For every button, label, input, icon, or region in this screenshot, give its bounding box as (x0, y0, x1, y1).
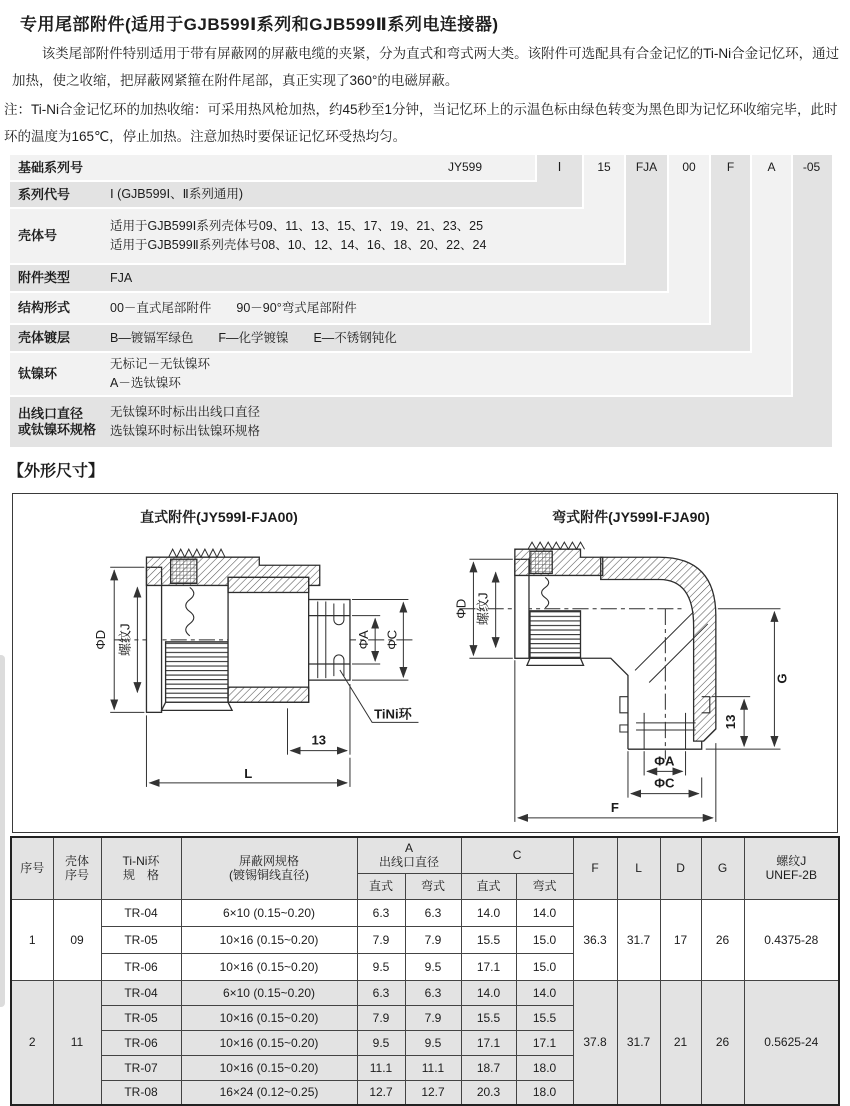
cell-c-straight: 18.7 (461, 1055, 516, 1080)
cell-c-bent: 15.5 (516, 1005, 573, 1030)
dim-label-phi-c: ΦC (654, 775, 675, 791)
cell-seq: 2 (11, 980, 53, 1105)
cell-c-straight: 15.5 (461, 926, 516, 953)
cell-a-bent: 6.3 (405, 980, 461, 1005)
cell-c-bent: 18.0 (516, 1055, 573, 1080)
straight-drawing-title: 直式附件(JY599Ⅰ-FJA00) (140, 509, 298, 525)
dim-label-phi-a: ΦA (356, 630, 372, 650)
cell-l: 31.7 (617, 899, 660, 980)
line: 出线口直径 (379, 855, 440, 870)
row-content: 00－直式尾部附件 90－90°弯式尾部附件 (110, 300, 357, 315)
line: 或钛镍环规格 (18, 422, 97, 437)
cell-thread: 0.5625-24 (744, 980, 839, 1105)
cell-a-bent: 7.9 (405, 926, 461, 953)
cell-d: 21 (660, 980, 701, 1105)
cell-shield: 10×16 (0.15~0.20) (181, 1055, 357, 1080)
cell-tini: TR-05 (101, 926, 181, 953)
cell-c-bent: 17.1 (516, 1030, 573, 1055)
cell-c-bent: 14.0 (516, 980, 573, 1005)
col-header-d: D (660, 837, 701, 899)
code-row-plating (10, 325, 650, 351)
cell-c-straight: 14.0 (461, 980, 516, 1005)
row-content (110, 217, 486, 255)
bent-drawing-panel (425, 494, 837, 832)
cell-c-straight: 17.1 (461, 953, 516, 980)
cell-shell: 09 (53, 899, 101, 980)
part-number-table (10, 155, 830, 449)
dim-label-l: L (244, 765, 253, 781)
bent-labels (453, 592, 789, 814)
line: (镀锡铜线直径) (229, 868, 309, 883)
cell-a-bent: 9.5 (405, 953, 461, 980)
table-row (11, 980, 839, 1005)
cell-a-bent: 9.5 (405, 1030, 461, 1055)
cell-tini: TR-04 (101, 980, 181, 1005)
code-segment-2: 15 (597, 160, 611, 174)
base-code: JY599 (447, 160, 483, 174)
cell-c-bent: 18.0 (516, 1080, 573, 1105)
dim-label-phi-c: ΦC (384, 629, 400, 650)
cell-g: 26 (701, 899, 744, 980)
code-segment-7: -05 (802, 160, 821, 174)
cell-a-straight: 7.9 (357, 926, 405, 953)
cell-c-straight: 14.0 (461, 899, 516, 926)
cell-a-straight: 9.5 (357, 953, 405, 980)
cell-a-straight: 12.7 (357, 1080, 405, 1105)
bent-drawing (429, 529, 833, 832)
row-content: FJA (110, 270, 133, 285)
dimension-table (10, 836, 840, 1106)
cell-l: 31.7 (617, 980, 660, 1105)
cell-c-straight: 17.1 (461, 1030, 516, 1055)
row-label: 附件类型 (18, 270, 71, 285)
cell-g: 26 (701, 980, 744, 1105)
cell-a-straight: 6.3 (357, 899, 405, 926)
col-header-shield (181, 837, 357, 899)
line: A－选钛镍环 (110, 376, 181, 390)
cell-f: 37.8 (573, 980, 617, 1105)
col-header-seq: 序号 (11, 837, 53, 899)
line: 选钛镍环时标出钛镍环规格 (110, 424, 261, 438)
line: 壳体 (64, 854, 89, 869)
row-label: 系列代号 (18, 186, 71, 202)
cell-shield: 6×10 (0.15~0.20) (181, 980, 357, 1005)
dim-label-phi-d: ΦD (453, 598, 469, 619)
cell-shield: 10×16 (0.15~0.20) (181, 1030, 357, 1055)
col-header-c-straight: 直式 (461, 873, 516, 899)
header-row-1 (11, 837, 839, 873)
line: 出线口直径 (18, 406, 84, 421)
line: 屏蔽网规格 (238, 854, 299, 869)
line: A (405, 841, 414, 856)
row-label: 壳体镀层 (18, 330, 71, 345)
line: 适用于GJB599Ⅰ系列壳体号09、11、13、15、17、19、21、23、25 (110, 219, 484, 233)
row-label (10, 406, 110, 438)
dim-label-13: 13 (311, 732, 327, 748)
cell-shield: 10×16 (0.15~0.20) (181, 926, 357, 953)
cell-f: 36.3 (573, 899, 617, 980)
cell-a-bent: 12.7 (405, 1080, 461, 1105)
row-content (110, 403, 260, 441)
col-header-a (357, 837, 461, 873)
straight-drawing-panel (13, 494, 425, 832)
col-header-g: G (701, 837, 744, 899)
dim-label-thread-j: 螺纹J (475, 592, 491, 626)
note-paragraph: 注：Ti-Ni合金记忆环的加热收缩：可采用热风枪加热，约45秒至1分钟，当记忆环上的示温色标由绿色转变为黑色即为记忆环收缩完毕，此时环的温度为165℃，停止加热。注意加热时要保证记忆环受热均匀。 (4, 102, 838, 144)
line: 适用于GJB599Ⅱ系列壳体号08、10、12、14、16、18、20、22、24 (110, 238, 487, 252)
cell-c-bent: 14.0 (516, 899, 573, 926)
row-label: 基础系列号 (18, 159, 84, 175)
line: Ti-Ni环 (122, 854, 160, 869)
cell-shield: 16×24 (0.12~0.25) (181, 1080, 357, 1105)
dim-label-thread-j: 螺纹J (117, 623, 133, 657)
page-edge-tab (0, 655, 5, 1007)
page-title: 专用尾部附件(适用于GJB599Ⅰ系列和GJB599Ⅱ系列电连接器) (20, 15, 499, 34)
code-row-type (10, 265, 650, 291)
code-segment-6: A (767, 160, 776, 174)
col-header-tini (101, 837, 181, 899)
code-segment-3: FJA (635, 160, 658, 174)
col-header-thread (744, 837, 839, 899)
row-label: 壳体号 (18, 228, 58, 243)
cell-a-bent: 6.3 (405, 899, 461, 926)
cell-tini: TR-08 (101, 1080, 181, 1105)
dim-label-phi-d: ΦD (93, 629, 109, 650)
code-row-structure (10, 293, 650, 323)
col-header-c-bent: 弯式 (516, 873, 573, 899)
cell-shield: 10×16 (0.15~0.20) (181, 1005, 357, 1030)
label-tini-ring: TiNi环 (374, 706, 412, 722)
cell-c-bent: 15.0 (516, 926, 573, 953)
outline-drawings-box (12, 493, 838, 833)
table-row (11, 899, 839, 926)
col-header-shell (53, 837, 101, 899)
cell-a-straight: 6.3 (357, 980, 405, 1005)
cell-a-bent: 7.9 (405, 1005, 461, 1030)
cell-a-bent: 11.1 (405, 1055, 461, 1080)
straight-drawing (17, 529, 421, 799)
cell-tini: TR-06 (101, 953, 181, 980)
col-header-a-straight: 直式 (357, 873, 405, 899)
row-content: B—镀镉军绿色 F—化学镀镍 E—不锈钢钝化 (110, 330, 397, 345)
cell-a-straight: 11.1 (357, 1055, 405, 1080)
dim-label-13: 13 (723, 714, 739, 730)
cell-thread: 0.4375-28 (744, 899, 839, 980)
intro-paragraph: 该类尾部附件特别适用于带有屏蔽网的屏蔽电缆的夹紧，分为直式和弯式两大类。该附件可选配具有合金记忆的Ti-Ni合金记忆环，通过加热，使之收缩，把屏蔽网紧箍在附件尾部，真正实现了360°的电磁屏蔽。 (12, 46, 840, 88)
cell-shell: 11 (53, 980, 101, 1105)
line: 规 格 (122, 868, 159, 883)
cell-tini: TR-07 (101, 1055, 181, 1080)
col-header-c: C (461, 837, 573, 873)
dim-label-phi-a: ΦA (654, 753, 675, 769)
cell-shield: 10×16 (0.15~0.20) (181, 953, 357, 980)
code-row-outlet (10, 397, 650, 447)
cell-c-straight: 20.3 (461, 1080, 516, 1105)
cell-seq: 1 (11, 899, 53, 980)
cell-a-straight: 9.5 (357, 1030, 405, 1055)
section-title-dimensions: 【外形尺寸】 (8, 463, 105, 480)
col-header-a-bent: 弯式 (405, 873, 461, 899)
cell-d: 17 (660, 899, 701, 980)
code-segment-5: F (726, 160, 735, 174)
row-content (110, 355, 210, 393)
bent-drawing-title: 弯式附件(JY599Ⅰ-FJA90) (552, 509, 710, 525)
code-segment-1: Ⅰ (557, 160, 562, 174)
dim-label-f: F (610, 799, 619, 815)
cell-c-straight: 15.5 (461, 1005, 516, 1030)
row-label: 结构形式 (18, 300, 71, 315)
code-row-shell (10, 209, 650, 263)
cell-a-straight: 7.9 (357, 1005, 405, 1030)
code-segment-4: 00 (682, 160, 696, 174)
cell-shield: 6×10 (0.15~0.20) (181, 899, 357, 926)
line: 无标记－无钛镍环 (110, 357, 211, 371)
code-row-series (10, 182, 650, 207)
line: UNEF-2B (765, 868, 817, 883)
cell-tini: TR-04 (101, 899, 181, 926)
line: 螺纹J (776, 854, 807, 869)
code-row-tini (10, 353, 650, 395)
row-label: 钛镍环 (18, 366, 58, 381)
dim-label-g: G (774, 673, 790, 684)
cell-tini: TR-05 (101, 1005, 181, 1030)
col-header-f: F (573, 837, 617, 899)
row-content: Ⅰ (GJB599Ⅰ、Ⅱ系列通用) (110, 187, 243, 201)
col-header-l: L (617, 837, 660, 899)
cell-tini: TR-06 (101, 1030, 181, 1055)
bent-geometry (459, 542, 716, 759)
line: 无钛镍环时标出出线口直径 (110, 405, 261, 419)
cell-c-bent: 15.0 (516, 953, 573, 980)
line: 序号 (64, 868, 89, 883)
